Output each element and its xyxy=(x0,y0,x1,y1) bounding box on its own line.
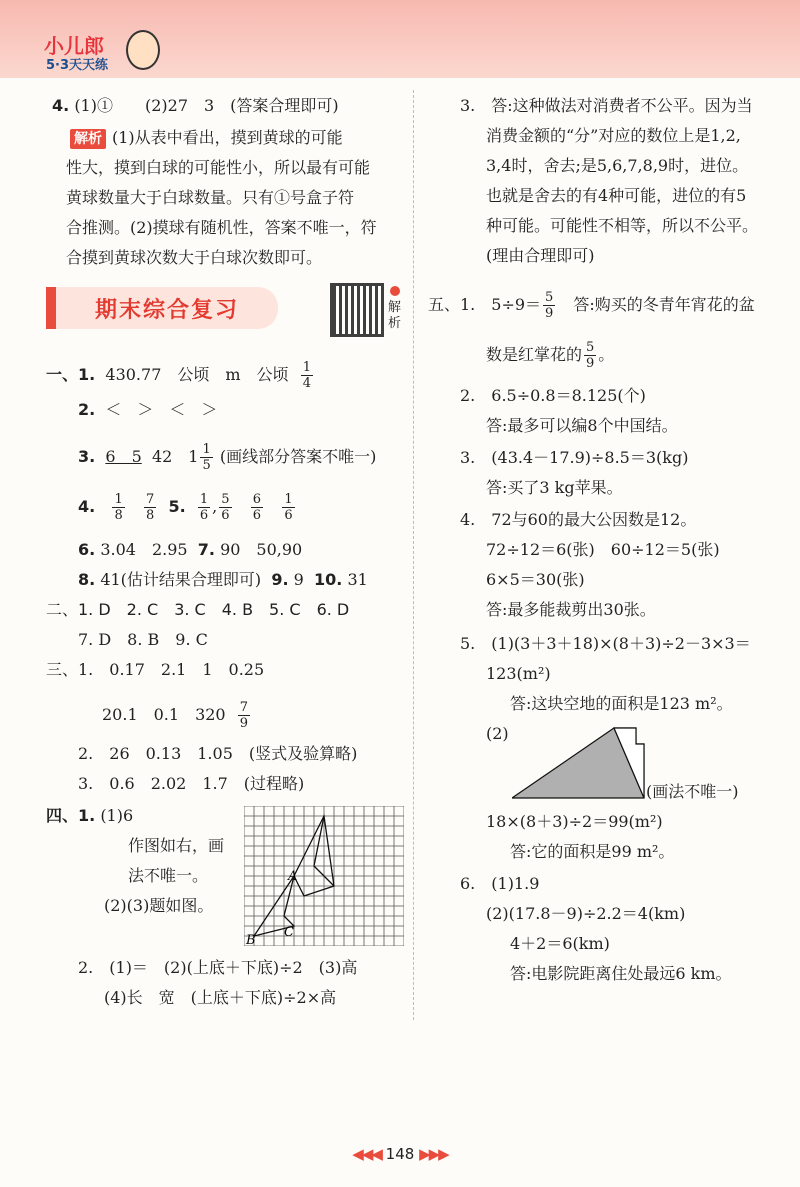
s2-row-1: 二、1. D 2. C 3. C 4. B 5. C 6. D xyxy=(46,600,350,619)
analysis-line-2: 性大，摸到白球的可能性小，所以最有可能 xyxy=(66,158,371,177)
point-b: B xyxy=(246,933,256,946)
page-number: 148 xyxy=(385,1145,415,1163)
s3-row-1: 三、1. 0.17 2.1 1 0.25 xyxy=(46,660,265,679)
qr-code-icon[interactable] xyxy=(330,283,384,337)
r-q5-line-5: (画法不唯一) xyxy=(646,782,739,801)
r-q3-line-6: (理由合理即可) xyxy=(486,246,595,265)
r-q3-line-5: 种可能。可能性不相等，所以不公平。 xyxy=(486,216,759,235)
s4-line-2: 作图如右，画 xyxy=(128,836,225,855)
r-q6-line-1: 6. (1)1.9 xyxy=(460,874,540,893)
qr-label: 解析 xyxy=(388,300,402,331)
s4-q2-row-1: 2. (1)＝ (2)(上底＋下底)÷2 (3)高 xyxy=(78,958,358,977)
s4-line-4: (2)(3)题如图。 xyxy=(104,896,214,915)
s1-line-4: 4. $\frac{1}{8}$ $\frac{7}{8}$ 5. $\frac{1}{6}$ , $\frac{5}{6}$ $\frac{6}{6}$ $\frac{1}{6}$ xyxy=(78,492,293,523)
r-q2-line-2: 答:最多可以编8个中国结。 xyxy=(486,416,678,435)
r-q4-line-3: 6×5＝30(张) xyxy=(486,570,585,589)
r-q4-line-2: 72÷12＝6(张) 60÷12＝5(张) xyxy=(486,540,720,559)
r-q5-line-1: 5. (1)(3＋3＋18)×(8＋3)÷2－3×3＝ xyxy=(460,634,751,653)
r-q2-line-1: 2. 6.5÷0.8＝8.125(个) xyxy=(460,386,646,405)
r-s5-line-1: 五、1. 5÷9＝ $\frac{5}{9}$ 答:购买的冬青年宵花的盆 xyxy=(428,290,755,321)
column-divider xyxy=(413,90,414,1020)
mascot-icon xyxy=(126,30,160,70)
s1-line-3: 3. 6 5 42 1 $\frac{1}{5}$ (画线部分答案不唯一) xyxy=(78,442,377,473)
s3-row-4: 3. 0.6 2.02 1.7 (过程略) xyxy=(78,774,305,793)
next-arrows-icon: ▶▶▶ xyxy=(419,1145,448,1163)
r-q5-line-3: 答:这块空地的面积是123 m²。 xyxy=(510,694,733,713)
point-c: C xyxy=(284,925,294,940)
logo xyxy=(40,30,160,78)
analysis-line-1: 解析 (1)从表中看出，摸到黄球的可能 xyxy=(70,128,343,149)
r-q6-line-2: (2)(17.8－9)÷2.2＝4(km) xyxy=(486,904,686,923)
r-s5-line-2: 数是红掌花的 $\frac{5}{9}$ 。 xyxy=(486,340,615,371)
s1-line-1: 一、1. 430.77 公顷 m 公顷 $\frac{1}{4}$ xyxy=(46,360,312,391)
r-q3-line-1: 3. 答:这种做法对消费者不公平。因为当 xyxy=(460,96,753,115)
brand-series: 5·3天天练 xyxy=(46,58,109,73)
s4-line-3: 法不唯一。 xyxy=(128,866,209,885)
play-icon xyxy=(390,286,400,296)
r-q3b-line-2: 答:买了3 kg苹果。 xyxy=(486,478,623,497)
r-q5-line-7: 答:它的面积是99 m²。 xyxy=(510,842,675,861)
r-q3-line-3: 3,4时，舍去;是5,6,7,8,9时，进位。 xyxy=(486,156,749,175)
analysis-line-3: 黄球数量大于白球数量。只有①号盒子符 xyxy=(66,188,355,207)
analysis-line-4: 合推测。(2)摸球有随机性，答案不唯一，符 xyxy=(66,218,377,237)
r-q3-line-2: 消费金额的“分”对应的数位上是1,2, xyxy=(486,126,741,145)
r-q3b-line-1: 3. (43.4－17.9)÷8.5＝3(kg) xyxy=(460,448,689,467)
page-footer xyxy=(0,1145,800,1163)
s4-q2-row-2: (4)长 宽 (上底＋下底)÷2×高 xyxy=(104,988,337,1007)
brand-title: 小儿郎 xyxy=(44,34,104,58)
left-q4: 4. (1)① (2)27 3 (答案合理即可) xyxy=(52,96,339,115)
r-q4-line-1: 4. 72与60的最大公因数是12。 xyxy=(460,510,697,529)
s2-row-2: 7. D 8. B 9. C xyxy=(78,630,208,649)
r-q5-line-2: 123(m²) xyxy=(486,664,551,683)
analysis-line-5: 合摸到黄球次数大于白球次数即可。 xyxy=(66,248,323,267)
s1-line-6: 6. 3.04 2.95 7. 90 50,90 xyxy=(78,540,303,559)
analysis-tag: 解析 xyxy=(70,129,106,149)
fraction: $\frac{1}{4}$ xyxy=(302,360,312,391)
r-q3-line-4: 也就是舍去的有4种可能，进位的有5 xyxy=(486,186,747,205)
s3-row-2: 20.1 0.1 320 $\frac{7}{9}$ xyxy=(102,700,249,731)
r-q6-line-3: 4＋2＝6(km) xyxy=(510,934,610,953)
s1-line-2: 2. ＜ ＞ ＜ ＞ xyxy=(78,400,218,419)
r-q6-line-4: 答:电影院距离住处最远6 km。 xyxy=(510,964,732,983)
s1-line-8: 8. 41(估计结果合理即可) 9. 9 10. 31 xyxy=(78,570,368,589)
r-q5-line-6: 18×(8＋3)÷2＝99(m²) xyxy=(486,812,663,831)
prev-arrows-icon: ◀◀◀ xyxy=(352,1145,381,1163)
point-a: A xyxy=(288,869,298,884)
r-q4-line-4: 答:最多能裁剪出30张。 xyxy=(486,600,656,619)
r-q5-line-4: (2) xyxy=(486,724,509,743)
s3-row-3: 2. 26 0.13 1.05 (竖式及验算略) xyxy=(78,744,358,763)
grid-figure xyxy=(244,806,404,946)
section-banner xyxy=(46,287,278,329)
trapezoid-figure xyxy=(512,726,662,802)
s4-line-1: 四、1. (1)6 xyxy=(46,806,134,825)
banner-title: 期末综合复习 xyxy=(94,297,239,323)
